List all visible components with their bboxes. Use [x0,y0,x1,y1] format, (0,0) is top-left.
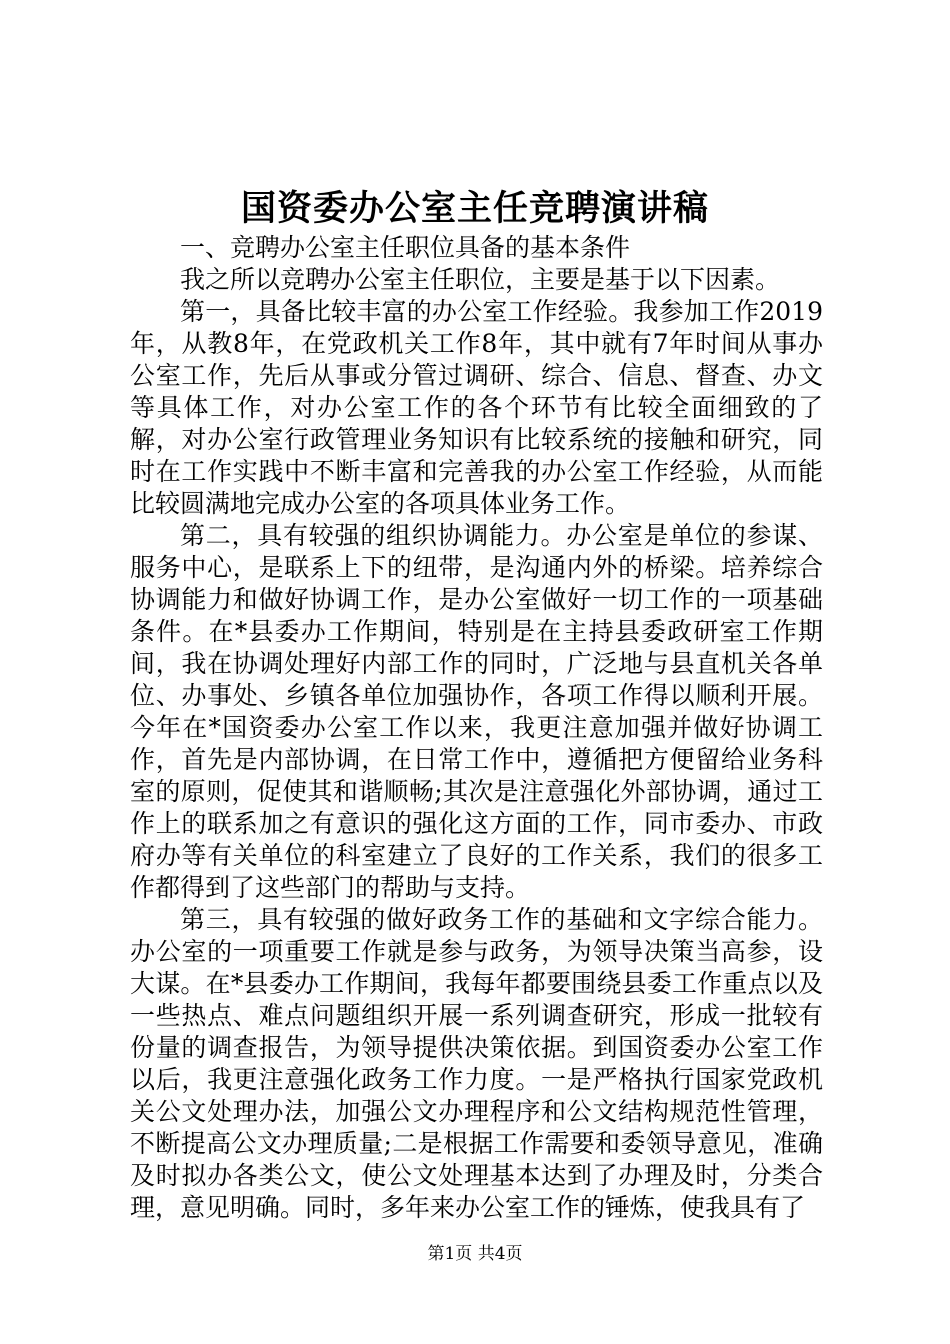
intro-paragraph: 我之所以竞聘办公室主任职位，主要是基于以下因素。 [180,265,781,294]
paragraph-second: 第二，具有较强的组织协调能力。办公室是单位的参谋、服务中心，是联系上下的纽带，是沟通内外的桥梁。培养综合协调能力和做好协调工作，是办公室做好一切工作的一项基础条件。在*县委办工作期间，特别是在主持县委政研室工作期间，我在协调处理好内部工作的同时，广泛地与县直机关各单位、办事处、乡镇各单位加强协作，各项工作得以顺利开展。今年在*国资委办公室工作以来，我更注意加强并做好协调工作，首先是内部协调，在日常工作中，遵循把方便留给业务科室的原则，促使其和谐顺畅;其次是注意强化外部协调，通过工作上的联系加之有意识的强化这方面的工作，同市委办、市政府办等有关单位的科室建立了良好的工作关系，我们的很多工作都得到了这些部门的帮助与支持。 [130,521,823,902]
section-heading: 一、竞聘办公室主任职位具备的基本条件 [180,233,631,262]
page-footer: 第1页 共4页 [427,1244,523,1264]
document-body [130,232,823,1224]
paragraph-third: 第三，具有较强的做好政务工作的基础和文字综合能力。办公室的一项重要工作就是参与政务，为领导决策当高参，设大谋。在*县委办工作期间，我每年都要围绕县委工作重点以及一些热点、难点问题组织开展一系列调查研究，形成一批较有份量的调查报告，为领导提供决策依据。到国资委办公室工作以后，我更注意强化政务工作力度。一是严格执行国家党政机关公文处理办法，加强公文办理程序和公文结构规范性管理，不断提高公文办理质量;二是根据工作需要和委领导意见，准确及时拟办各类公文，使公文处理基本达到了办理及时，分类合理，意见明确。同时，多年来办公室工作的锤炼，使我具有了 [130,905,823,1222]
document-title: 国资委办公室主任竞聘演讲稿 [240,188,709,229]
paragraph-first: 第一，具备比较丰富的办公室工作经验。我参加工作2019年，从教8年，在党政机关工作8年，其中就有7年时间从事办公室工作，先后从事或分管过调研、综合、信息、督查、办文等具体工作，对办公室工作的各个环节有比较全面细致的了解，对办公室行政管理业务知识有比较系统的接触和研究，同时在工作实践中不断丰富和完善我的办公室工作经验，从而能比较圆满地完成办公室的各项具体业务工作。 [130,297,823,518]
